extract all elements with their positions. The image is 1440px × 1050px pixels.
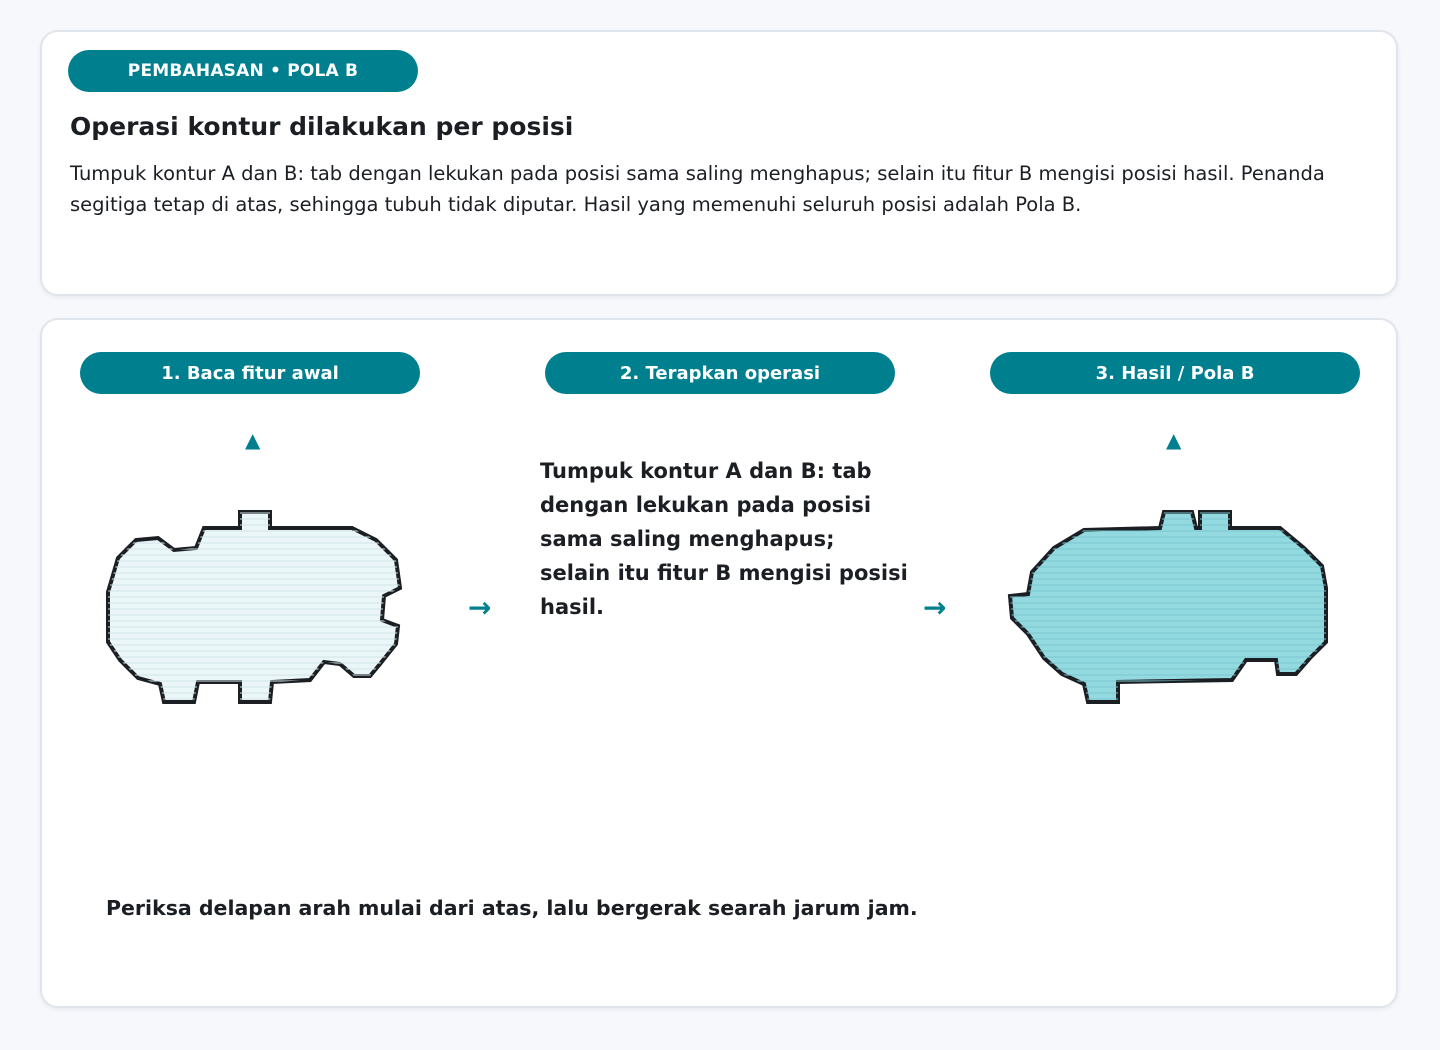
- explanation-text: Tumpuk kontur A dan B: tab dengan lekukan pada posisi sama saling menghapus; selain itu fitur B mengisi posisi hasil. Penanda segitiga tetap di atas, sehingga tubuh tidak diputar. Hasil yang memenuhi seluruh posisi adalah Pola B.: [70, 162, 1325, 216]
- triangle-marker-icon: ▲: [245, 428, 261, 452]
- result-contour-shape: [1004, 508, 1334, 708]
- step-1-label: 1. Baca fitur awal: [80, 352, 420, 394]
- step-2-label: 2. Terapkan operasi: [545, 352, 895, 394]
- step-3-label: 3. Hasil / Pola B: [990, 352, 1360, 394]
- steps-card: [40, 318, 1398, 1008]
- explanation-card: [40, 30, 1398, 296]
- arrow-right-icon: →: [923, 591, 947, 624]
- initial-contour-shape: [104, 508, 404, 708]
- footer-note: Periksa delapan arah mulai dari atas, lalu bergerak searah jarum jam.: [106, 896, 918, 920]
- operation-text: Tumpuk kontur A dan B: tab dengan lekukan pada posisi sama saling menghapus; selain itu fitur B mengisi posisi hasil.: [540, 459, 908, 619]
- arrow-right-icon: →: [468, 591, 492, 624]
- section-badge: PEMBAHASAN • POLA B: [68, 50, 418, 92]
- triangle-marker-icon: ▲: [1166, 428, 1182, 452]
- page-title: Operasi kontur dilakukan per posisi: [70, 112, 574, 141]
